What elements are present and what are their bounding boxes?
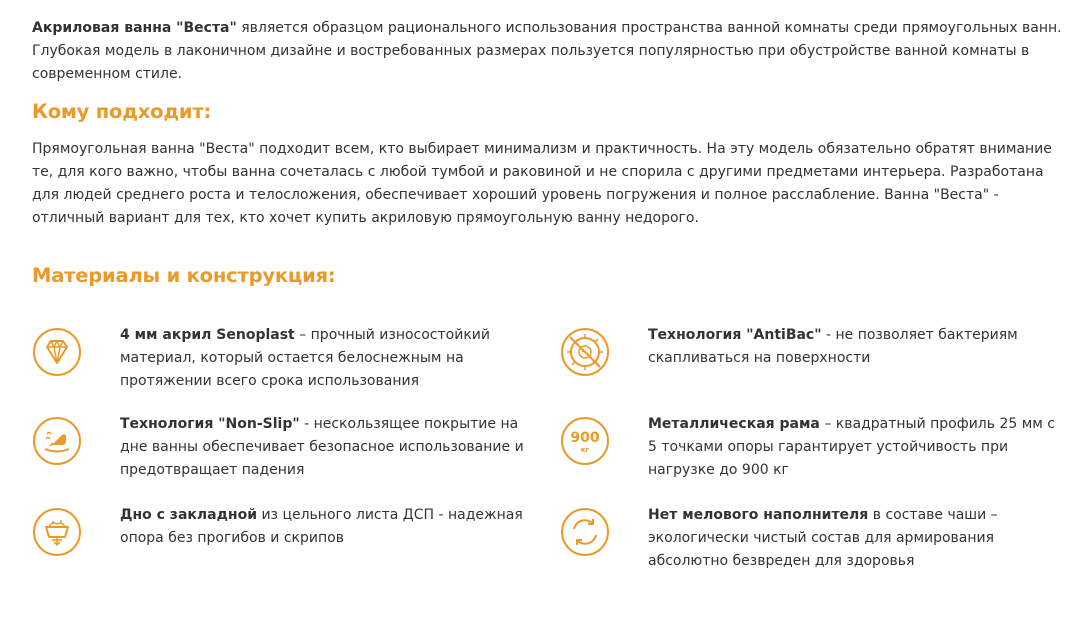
feature-text: – квадратный профиль 25 мм с 5 точками опоры гарантирует устойчивость при нагрузке до 900 кг: [648, 416, 1055, 478]
intro-text: является образцом рационального использования пространства ванной комнаты среди прямоугольных ванн. Глубокая модель в лаконичном дизайне и востребованных размерах пользуется популярностью при обустройстве ванной комнаты в современном стиле.: [32, 20, 1062, 82]
feature-text: - не позволяет бактериям скапливаться на поверхности: [648, 327, 1018, 366]
non-slip-icon: [32, 416, 82, 466]
feature-text: - нескользящее покрытие на дне ванны обеспечивает безопасное использование и предотвращает падения: [120, 416, 524, 478]
bathtub-base-icon: [32, 507, 82, 557]
feature-item: [32, 507, 523, 587]
feature-item: [560, 327, 1030, 407]
who-heading: Кому подходит:: [32, 100, 212, 123]
eco-recycle-icon: [560, 507, 610, 557]
feature-title: Технология "Non-Slip": [120, 416, 300, 432]
materials-heading: Материалы и конструкция:: [32, 264, 336, 287]
weight-unit-label: кг: [580, 446, 590, 454]
feature-text: – прочный износостойкий материал, который остается белоснежным на протяжении всего срока использования: [120, 327, 490, 389]
feature-text: в составе чаши – экологически чистый состав для армирования абсолютно безвреден для здоровья: [648, 507, 998, 569]
feature-title: Дно с закладной: [120, 507, 257, 523]
feature-title: 4 мм акрил Senoplast: [120, 327, 295, 343]
weight-900-icon: [560, 416, 610, 466]
intro-bold: Акриловая ванна "Веста": [32, 20, 237, 36]
antibac-icon: [560, 327, 610, 377]
feature-item: [32, 416, 524, 496]
feature-title: Нет мелового наполнителя: [648, 507, 869, 523]
feature-item: [32, 327, 502, 407]
diamond-icon: [32, 327, 82, 377]
feature-title: Металлическая рама: [648, 416, 820, 432]
feature-title: Технология "AntiBac": [648, 327, 822, 343]
who-paragraph: Прямоугольная ванна "Веста" подходит всем, кто выбирает минимализм и практичность. На эту модель обязательно обратят внимание те, для кого важно, чтобы ванна сочеталась с любой тумбой и раковиной и не спорила с другими предметами интерьера. Разработана для людей среднего роста и телосложения, обеспечивает хороший уровень погружения и полное расслабление. Ванна "Веста" - отличный вариант для тех, кто хочет купить акриловую прямоугольную ванну недорого.: [32, 141, 1052, 226]
feature-item: [560, 507, 1030, 587]
weight-900-label: 900: [570, 430, 600, 446]
feature-item: [560, 416, 1055, 496]
intro-paragraph: [32, 17, 1062, 86]
feature-text: из цельного листа ДСП - надежная опора без прогибов и скрипов: [120, 507, 523, 546]
